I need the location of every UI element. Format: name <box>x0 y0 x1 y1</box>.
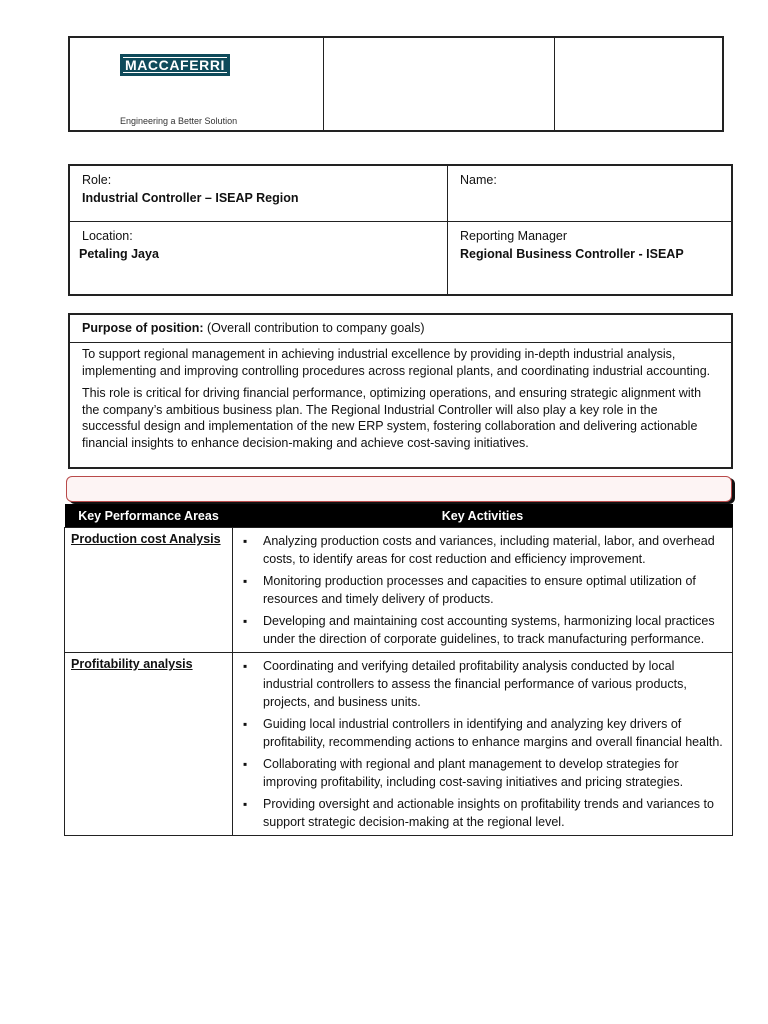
table-row <box>65 528 733 653</box>
logo-text: MACCAFERRI <box>124 57 226 73</box>
kpa-header-areas: Key Performance Areas <box>65 504 233 528</box>
name-cell <box>448 166 731 221</box>
header-cell-empty-2 <box>555 38 722 130</box>
kpa-header-activities: Key Activities <box>233 504 733 528</box>
kpa-activities <box>233 528 733 653</box>
purpose-label: Purpose of position: <box>82 321 204 335</box>
list-item: ▪ Analyzing production costs and variances, including material, labor, and overhead costs, to identify areas for cost reduction and efficiency improvement. <box>239 532 726 568</box>
list-item: ▪ Coordinating and verifying detailed profitability analysis conducted by local industrial controllers to assess the financial performance of various products, projects, and business units. <box>239 657 726 711</box>
company-logo <box>120 54 230 76</box>
location-value: Petaling Jaya <box>79 247 159 261</box>
manager-cell <box>448 222 731 294</box>
role-value: Industrial Controller – ISEAP Region <box>82 191 299 205</box>
purpose-sublabel: (Overall contribution to company goals) <box>207 321 425 335</box>
role-label: Role: <box>82 173 112 187</box>
list-item: ▪ Monitoring production processes and capacities to ensure optimal utilization of resources and timely delivery of products. <box>239 572 726 608</box>
location-cell <box>70 222 448 294</box>
table-row <box>65 653 733 836</box>
purpose-section <box>68 313 733 469</box>
purpose-body <box>70 343 731 460</box>
logo-tagline: Engineering a Better Solution <box>120 116 238 126</box>
document-header <box>68 36 724 132</box>
kpa-activities <box>233 653 733 836</box>
location-label: Location: <box>82 229 133 243</box>
name-label: Name: <box>460 173 497 187</box>
header-cell-empty-1 <box>324 38 555 130</box>
manager-label: Reporting Manager <box>460 229 568 243</box>
purpose-heading <box>70 315 731 343</box>
manager-value: Regional Business Controller - ISEAP <box>460 247 684 261</box>
list-item: ▪ Providing oversight and actionable insights on profitability trends and variances to support strategic decision-making at the regional level. <box>239 795 726 831</box>
logo-cell <box>70 38 324 130</box>
purpose-paragraph: To support regional management in achieving industrial excellence by providing in-depth industrial analysis, implementing and improving controlling procedures across regional plants, and coordinating industrial accounting. <box>82 347 711 378</box>
list-item: ▪ Developing and maintaining cost accounting systems, harmonizing local practices under the direction of corporate guidelines, to track manufacturing performance. <box>239 612 726 648</box>
purpose-paragraph: This role is critical for driving financial performance, optimizing operations, and ensuring strategic alignment with the company’s ambitious business plan. The Regional Industrial Controller will also play a key role in the successful design and implementation of the new ERP system, fostering collaboration and delivering actionable financial insights to enhance decision-making and achieve cost-saving initiatives. <box>82 386 702 450</box>
role-table <box>68 164 733 296</box>
list-item: ▪ Guiding local industrial controllers in identifying and analyzing key drivers of profitability, recommending actions to enhance margins and overall financial health. <box>239 715 726 751</box>
kpa-area: Production cost Analysis <box>65 528 233 653</box>
role-cell <box>70 166 448 221</box>
section-divider-bar <box>66 476 732 502</box>
kpa-area: Profitability analysis <box>65 653 233 836</box>
kpa-table <box>64 504 733 836</box>
list-item: ▪ Collaborating with regional and plant management to develop strategies for improving profitability, including cost-saving initiatives and pricing strategies. <box>239 755 726 791</box>
